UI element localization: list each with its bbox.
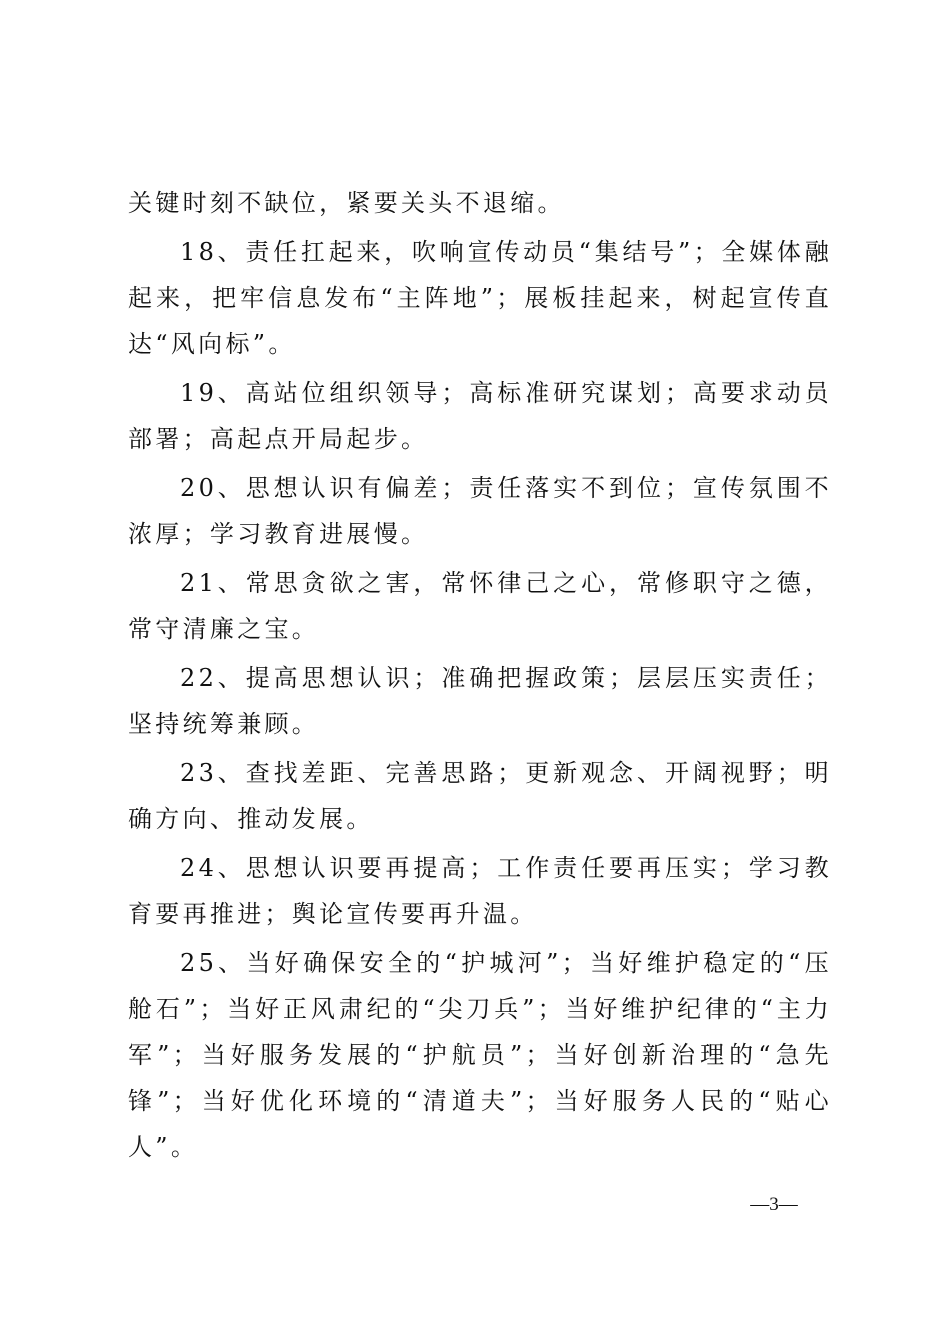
numbered-item-23: 23、查找差距、完善思路；更新观念、开阔视野；明确方向、推动发展。 <box>128 759 832 833</box>
document-page-content <box>128 180 832 1173</box>
page-number: —3— <box>750 1194 798 1215</box>
continued-paragraph: 关键时刻不缺位，紧要关头不退缩。 <box>128 189 565 217</box>
numbered-item-18: 18、责任扛起来，吹响宣传动员“集结号”；全媒体融起来，把牢信息发布“主阵地”；展板挂起来，树起宣传直达“风向标”。 <box>128 238 832 358</box>
numbered-item-25: 25、当好确保安全的“护城河”；当好维护稳定的“压舱石”；当好正风肃纪的“尖刀兵”；当好维护纪律的“主力军”；当好服务发展的“护航员”；当好创新治理的“急先锋”；当好优化环境的“清道夫”；当好服务人民的“贴心人”。 <box>128 949 832 1161</box>
numbered-item-19: 19、高站位组织领导；高标准研究谋划；高要求动员部署；高起点开局起步。 <box>128 379 832 453</box>
numbered-item-21: 21、常思贪欲之害，常怀律己之心，常修职守之德，常守清廉之宝。 <box>128 569 832 643</box>
numbered-item-22: 22、提高思想认识；准确把握政策；层层压实责任；坚持统筹兼顾。 <box>128 664 832 738</box>
numbered-item-20: 20、思想认识有偏差；责任落实不到位；宣传氛围不浓厚；学习教育进展慢。 <box>128 474 832 548</box>
numbered-item-24: 24、思想认识要再提高；工作责任要再压实；学习教育要再推进；舆论宣传要再升温。 <box>128 854 832 928</box>
